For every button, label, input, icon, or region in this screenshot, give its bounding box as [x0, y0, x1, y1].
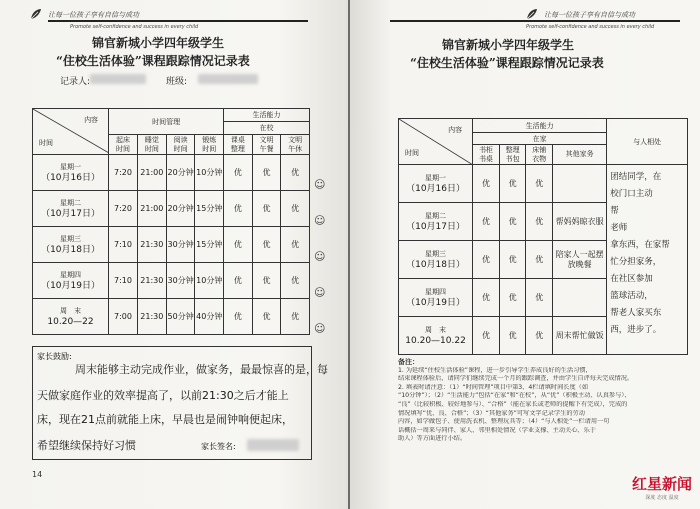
left-cell-sleep [137, 227, 166, 263]
date-handwritten: （10月19日） [41, 280, 100, 291]
school-title: 锦官新城小学四年级学生 [92, 36, 225, 50]
people-comment-line: 西，进步了。 [610, 325, 662, 335]
left-cell-desk [224, 191, 253, 227]
left-cell-exercise [195, 155, 224, 191]
leaf-logo-icon [526, 8, 538, 20]
right-cell-shelf [473, 279, 500, 317]
corner-content-label: 内容 [84, 116, 99, 124]
parent-label: 家长鼓励: [37, 352, 72, 361]
right-cell-shelf [473, 241, 500, 279]
left-cell-nap [281, 299, 310, 335]
cell-value: 周末帮忙做饭 [555, 330, 604, 340]
people-comment-line: 拿东西，在家帮 [610, 240, 670, 250]
day-label: 星期一 [60, 162, 82, 171]
cell-value: 优 [262, 168, 271, 177]
parent-comment-line-1: 周末能够主动完成作业，做家务，最最惊喜的是，每 [75, 363, 328, 376]
people-comment-line: 老师 [610, 223, 628, 233]
cell-value: 优 [262, 312, 271, 321]
left-cell-read [166, 155, 195, 191]
left-day-cell [33, 299, 109, 335]
left-col-header-text: 午休 [288, 144, 303, 153]
day-label: 星期四 [425, 287, 447, 296]
cell-value: 优 [481, 179, 490, 188]
parent-comment-line-3: 床，现在21点前就能上床，早晨也是闹钟响便起床， [37, 413, 293, 426]
people-comment-line: 篮球活动， [610, 291, 653, 301]
right-cell-chores [553, 165, 607, 203]
header-rule [390, 20, 680, 22]
right-cell-bed [526, 279, 553, 317]
left-cell-exercise [195, 299, 224, 335]
time-mgmt-header: 时间管理 [109, 109, 224, 135]
notes-line: 2. 填表时请注意：（1）“时间管理”项目中第3、4栏请填时间长度（如 [398, 383, 589, 391]
school-title: 锦官新城小学四年级学生 [442, 38, 575, 52]
page-number: 14 [32, 470, 43, 479]
left-cell-lunch [252, 263, 281, 299]
left-cell-lunch [252, 299, 281, 335]
notes-line: 助人）等方面进行小结。 [398, 435, 467, 443]
left-cell-exercise [195, 227, 224, 263]
left-col-header-2 [137, 135, 166, 155]
left-col-header-3 [166, 135, 195, 155]
cell-value: 7:00 [113, 312, 132, 321]
left-cell-lunch [252, 227, 281, 263]
left-col-header-text: 时间 [144, 144, 159, 153]
left-cell-exercise [195, 263, 224, 299]
right-cell-chores [553, 241, 607, 279]
date-handwritten: （10月16日） [41, 172, 100, 183]
people-comment-line: 帮老人家买东 [610, 308, 662, 318]
cell-value: 优 [262, 276, 271, 285]
cell-value: 优 [535, 255, 544, 264]
cell-value: 优 [535, 293, 544, 302]
right-cell-bed [526, 165, 553, 203]
left-col-header-text: 锻炼 [202, 135, 217, 144]
cell-value: 优 [508, 179, 517, 188]
right-col-header-text: 其他家务 [565, 150, 594, 158]
cell-value: 优 [291, 240, 300, 249]
cell-value: 优 [233, 240, 242, 249]
day-label: 星期二 [60, 198, 82, 207]
right-table-row [399, 165, 688, 203]
cell-value: 21:30 [140, 312, 164, 321]
header-rule [48, 20, 308, 22]
notes-line: 情况填写“优、良、合格”；（3）“其他家务”可写文字记录学生的劳动 [398, 409, 585, 417]
cell-value: 优 [481, 293, 490, 302]
recorder-label: 记录人: [60, 77, 91, 87]
left-table-row [33, 263, 310, 299]
right-col-header-text: 书桌 [478, 154, 493, 163]
at-home-header: 在家 [473, 133, 607, 145]
right-col-header-text: 整理 [505, 145, 520, 154]
left-col-header-text: 睡觉 [144, 135, 159, 144]
notes-line: 1. 为延续“住校生活体验”课程，进一步引导学生养成良好的生活习惯， [398, 366, 592, 374]
day-label: 星期一 [425, 173, 447, 182]
left-col-header-7 [281, 135, 310, 155]
cell-value: 陪家人一起摆放晚餐 [555, 249, 604, 269]
right-cell-shelf [473, 165, 500, 203]
notes-line: 结束课程体验后，请同学们继续完成一个月的跟踪调查，并由学生自评每天完成情况。 [398, 375, 634, 383]
cell-value: 10分钟 [196, 168, 223, 177]
cell-value: 30分钟 [167, 240, 194, 249]
corner-cell [399, 119, 473, 165]
cell-value: 优 [481, 217, 490, 226]
cell-value: 21:30 [140, 276, 164, 285]
cell-value: 40分钟 [196, 312, 223, 321]
right-day-cell [399, 317, 473, 355]
left-cell-exercise [195, 191, 224, 227]
cell-value: 21:00 [140, 204, 164, 213]
date-handwritten: （10月19日） [406, 297, 465, 308]
right-col-header-2 [499, 145, 526, 165]
cell-value: 15分钟 [196, 240, 223, 249]
header-slogan: 让每一位孩子享有自信与成功 [544, 11, 635, 19]
left-cell-read [166, 263, 195, 299]
corner-time-label: 时间 [405, 149, 419, 157]
cell-value: 20分钟 [167, 204, 194, 213]
life-ability-header [224, 109, 310, 135]
left-table-row [33, 191, 310, 227]
left-table-row [33, 155, 310, 191]
day-label: 周 末 [425, 325, 447, 334]
cell-value: 帮妈妈晾衣服 [555, 216, 604, 226]
form-title: “住校生活体验”课程跟踪情况记录表 [410, 56, 604, 70]
cell-value: 15分钟 [196, 204, 223, 213]
notes-line: “10分钟”）；（2）“生活能力”包括“在家”和“在校”，从“优”（积极主动、认真参与）、 [398, 392, 631, 400]
left-cell-sleep [137, 191, 166, 227]
in-school-label: 在校 [259, 124, 274, 132]
people-comment-line: 帮 [610, 206, 619, 216]
cell-value: 优 [291, 204, 300, 213]
left-cell-lunch [252, 191, 281, 227]
left-col-header-text: 起床 [115, 135, 130, 144]
cell-value: 优 [291, 168, 300, 177]
left-cell-desk [224, 155, 253, 191]
left-col-header-text: 时间 [173, 144, 188, 153]
right-col-header-3 [526, 145, 553, 165]
day-label: 星期三 [60, 234, 82, 243]
logo-text: 红星新闻 [631, 475, 692, 493]
left-cell-nap [281, 191, 310, 227]
left-col-header-text: 时间 [202, 144, 217, 153]
right-page [350, 0, 700, 509]
right-cell-bag [499, 241, 526, 279]
right-cell-bed [526, 317, 553, 355]
cell-value: 7:20 [113, 204, 132, 213]
cell-value: 优 [233, 312, 242, 321]
header-slogan: 让每一位孩子享有自信与成功 [48, 11, 139, 19]
left-cell-sleep [137, 299, 166, 335]
smiley-mark: ☺ [314, 322, 326, 335]
left-cell-nap [281, 227, 310, 263]
right-cell-bed [526, 241, 553, 279]
header-slogan-en: Promote self-confidence and success in every child [526, 24, 655, 30]
left-cell-wake [109, 227, 138, 263]
left-cell-read [166, 299, 195, 335]
cell-value: 优 [535, 217, 544, 226]
date-handwritten: （10月17日） [406, 221, 465, 232]
smiley-mark: ☺ [314, 214, 326, 227]
smiley-mark: ☺ [314, 178, 326, 191]
cell-value: 优 [291, 312, 300, 321]
cell-value: 30分钟 [167, 276, 194, 285]
cell-value: 优 [535, 179, 544, 188]
people-comment-line: 忙分担家务， [610, 257, 662, 267]
right-tracking-table [398, 118, 688, 355]
left-cell-read [166, 227, 195, 263]
right-col-header-text: 书包 [505, 154, 520, 163]
right-cell-bag [499, 203, 526, 241]
right-cell-bed [526, 203, 553, 241]
people-comment-line: 在社区参加 [610, 274, 653, 284]
day-label: 星期二 [425, 211, 447, 220]
left-header [0, 6, 348, 32]
right-day-cell [399, 241, 473, 279]
right-col-header-text: 床铺 [532, 145, 547, 154]
right-day-cell [399, 165, 473, 203]
left-day-cell [33, 263, 109, 299]
left-cell-wake [109, 263, 138, 299]
left-cell-sleep [137, 263, 166, 299]
cell-value: 20分钟 [167, 168, 194, 177]
notes-label: 备注： [398, 358, 419, 366]
left-cell-lunch [252, 155, 281, 191]
right-col-header-text: 衣物 [532, 154, 547, 163]
right-cell-bag [499, 317, 526, 355]
smiley-mark: ☺ [314, 250, 326, 263]
left-cell-desk [224, 263, 253, 299]
class-redacted [198, 74, 258, 84]
day-label: 周 末 [60, 306, 82, 315]
leaf-logo-icon [30, 8, 42, 20]
cell-value: 优 [481, 255, 490, 264]
left-col-header-1 [109, 135, 138, 155]
left-cell-wake [109, 191, 138, 227]
left-cell-nap [281, 263, 310, 299]
life-ability-label: 生活能力 [224, 109, 309, 122]
recorder-redacted [90, 74, 146, 84]
left-col-header-text: 文明 [259, 135, 274, 144]
cell-value: 优 [508, 331, 517, 340]
logo-subtext: 深度 态度 温度 [645, 495, 679, 501]
cell-value: 10分钟 [196, 276, 223, 285]
left-col-header-text: 整理 [230, 144, 245, 153]
left-cell-nap [281, 155, 310, 191]
date-handwritten: （10月16日） [406, 183, 465, 194]
date-handwritten: （10月18日） [41, 244, 100, 255]
left-col-header-text: 午餐 [259, 144, 274, 153]
right-cell-chores [553, 203, 607, 241]
right-day-cell [399, 279, 473, 317]
right-cell-chores [553, 317, 607, 355]
cell-value: 优 [262, 204, 271, 213]
day-label: 星期三 [425, 249, 447, 258]
cell-value: 50分钟 [167, 312, 194, 321]
right-cell-shelf [473, 317, 500, 355]
notes-line: 内容，如学做包子、使用洗衣机、整理玩具等；（4）“与人相处”一栏请用一句 [398, 418, 610, 426]
corner-cell [33, 109, 109, 155]
cell-value: 优 [508, 217, 517, 226]
signature-redacted [247, 439, 299, 451]
left-table-row [33, 299, 310, 335]
corner-content-label: 内容 [448, 126, 463, 134]
cell-value: 7:10 [113, 276, 132, 285]
right-cell-bag [499, 165, 526, 203]
corner-time-label: 时间 [39, 139, 53, 147]
people-comment-cell [607, 165, 688, 355]
cell-value: 21:30 [140, 240, 164, 249]
cell-value: 21:00 [140, 168, 164, 177]
left-day-cell [33, 155, 109, 191]
right-cell-bag [499, 279, 526, 317]
parent-comment-box [32, 346, 328, 460]
cell-value: 优 [535, 331, 544, 340]
cell-value: 优 [233, 204, 242, 213]
left-cell-read [166, 191, 195, 227]
signature-label: 家长签名: [201, 442, 236, 451]
parent-comment-line-4: 希望继续保持好习惯 [37, 439, 136, 452]
cell-value: 优 [508, 293, 517, 302]
left-cell-sleep [137, 155, 166, 191]
notes-block [398, 358, 694, 444]
life-ability-header: 生活能力 [473, 119, 607, 133]
cell-value: 优 [481, 331, 490, 340]
left-col-header-5 [224, 135, 253, 155]
left-col-header-text: 时间 [115, 144, 130, 153]
notes-line: “良”（比较积极、较好地参与）、“合格”（能在家长或老师的提醒下有完成），完成的 [398, 400, 628, 408]
right-day-cell [399, 203, 473, 241]
right-cell-shelf [473, 203, 500, 241]
people-header: 与人相处 [607, 119, 688, 165]
left-col-header-text: 阅读 [173, 135, 188, 144]
date-handwritten: 10.20—22 [47, 316, 94, 327]
people-comment-line: 团结同学，在 [610, 172, 662, 182]
notes-line: 话概括一周来与同伴、家人、邻里相处情况（学业支撑、主动关心、乐于 [398, 426, 596, 434]
cell-value: 优 [262, 240, 271, 249]
form-title: “住校生活体验”课程跟踪情况记录表 [56, 54, 250, 68]
right-cell-chores [553, 279, 607, 317]
cell-value: 优 [508, 255, 517, 264]
right-col-header-1 [473, 145, 500, 165]
parent-comment-line-2: 天做家庭作业的效率提高了，以前21:30之后才能上 [37, 389, 289, 402]
left-col-header-4 [195, 135, 224, 155]
red-star-news-logo [632, 473, 692, 501]
smiley-mark: ☺ [314, 286, 326, 299]
left-cell-wake [109, 155, 138, 191]
day-label: 星期四 [60, 270, 82, 279]
left-day-cell [33, 227, 109, 263]
header-slogan-en: Promote self-confidence and success in every child [70, 24, 199, 30]
date-handwritten: （10月17日） [41, 208, 100, 219]
cell-value: 优 [233, 168, 242, 177]
left-table-row [33, 227, 310, 263]
left-col-header-text: 文明 [288, 135, 303, 144]
cell-value: 优 [233, 276, 242, 285]
cell-value: 优 [291, 276, 300, 285]
people-comment-line: 校门口主动 [610, 189, 653, 199]
class-label: 班级: [166, 77, 188, 87]
date-handwritten: 10.20—10.22 [405, 335, 466, 346]
left-page [0, 0, 348, 509]
left-cell-desk [224, 299, 253, 335]
left-col-header-6 [252, 135, 281, 155]
right-col-header-text: 书柜 [478, 145, 493, 154]
left-cell-wake [109, 299, 138, 335]
cell-value: 7:10 [113, 240, 132, 249]
left-day-cell [33, 191, 109, 227]
cell-value: 7:20 [113, 168, 132, 177]
left-tracking-table [32, 108, 310, 335]
right-header [350, 6, 700, 32]
date-handwritten: （10月18日） [406, 259, 465, 270]
left-col-header-text: 课桌 [230, 135, 245, 144]
left-cell-desk [224, 227, 253, 263]
right-col-header-4 [553, 145, 607, 165]
